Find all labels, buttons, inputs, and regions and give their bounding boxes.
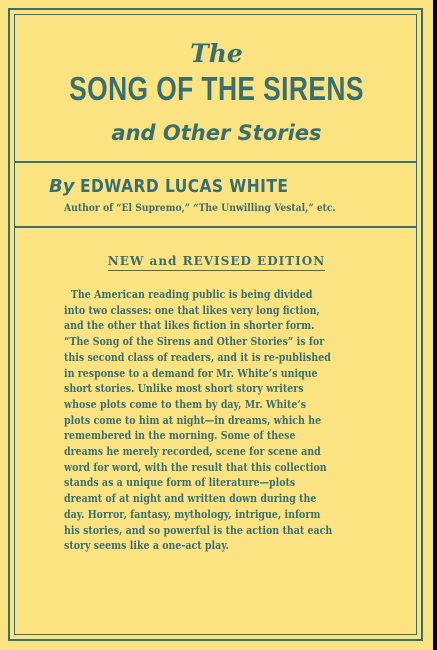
edition-heading: NEW and REVISED EDITION (108, 254, 325, 271)
title-the: The (190, 39, 243, 68)
book-title: SONG OF THE SIRENS (69, 70, 364, 107)
by-label: By (49, 176, 75, 197)
book-subtitle: and Other Stories (111, 121, 322, 145)
blurb-line: plots come to him at night—in dreams, which he (64, 413, 322, 427)
blurb-line: remembered in the morning. Some of these (64, 429, 296, 443)
blurb-text (64, 287, 376, 554)
blurb-line: dreams he merely recorded, scene for scene and (64, 445, 321, 459)
blurb-line: into two classes: one that likes very long fiction, (64, 303, 320, 317)
blurb-line: dreamt of at night and written down during the (64, 492, 317, 506)
blurb-line: The American reading public is being divided (70, 288, 313, 301)
divider-author (14, 226, 417, 228)
blurb-line: short stories. Unlike most short story writers (64, 382, 304, 396)
blurb-line: his stories, and so powerful is the action that each (64, 523, 333, 537)
blurb-line: in response to a demand for Mr. White’s unique (64, 366, 318, 380)
blurb-line: story seems like a one-act play. (64, 539, 229, 553)
blurb-line: this second class of readers, and it is re-published (64, 350, 331, 364)
divider-title (14, 161, 417, 163)
blurb-line: “The Song of the Sirens and Other Stories” is for (64, 335, 325, 349)
author-line (49, 174, 399, 200)
blurb-line: stands as a unique form of literature—plots (64, 476, 296, 490)
edition-heading-wrap (0, 250, 433, 271)
blurb-line: word for word, with the result that this collection (64, 460, 327, 474)
blurb-line: and the other that likes fiction in shorter form. (64, 319, 315, 333)
author-credits: Author of “El Supremo,” “The Unwilling Vestal,” etc. (64, 203, 336, 214)
blurb-line: whose plots come to them by day, Mr. White’s (64, 397, 307, 411)
blurb-line: day. Horror, fantasy, mythology, intrigue, inform (64, 507, 321, 521)
author-name: EDWARD LUCAS WHITE (80, 176, 289, 197)
